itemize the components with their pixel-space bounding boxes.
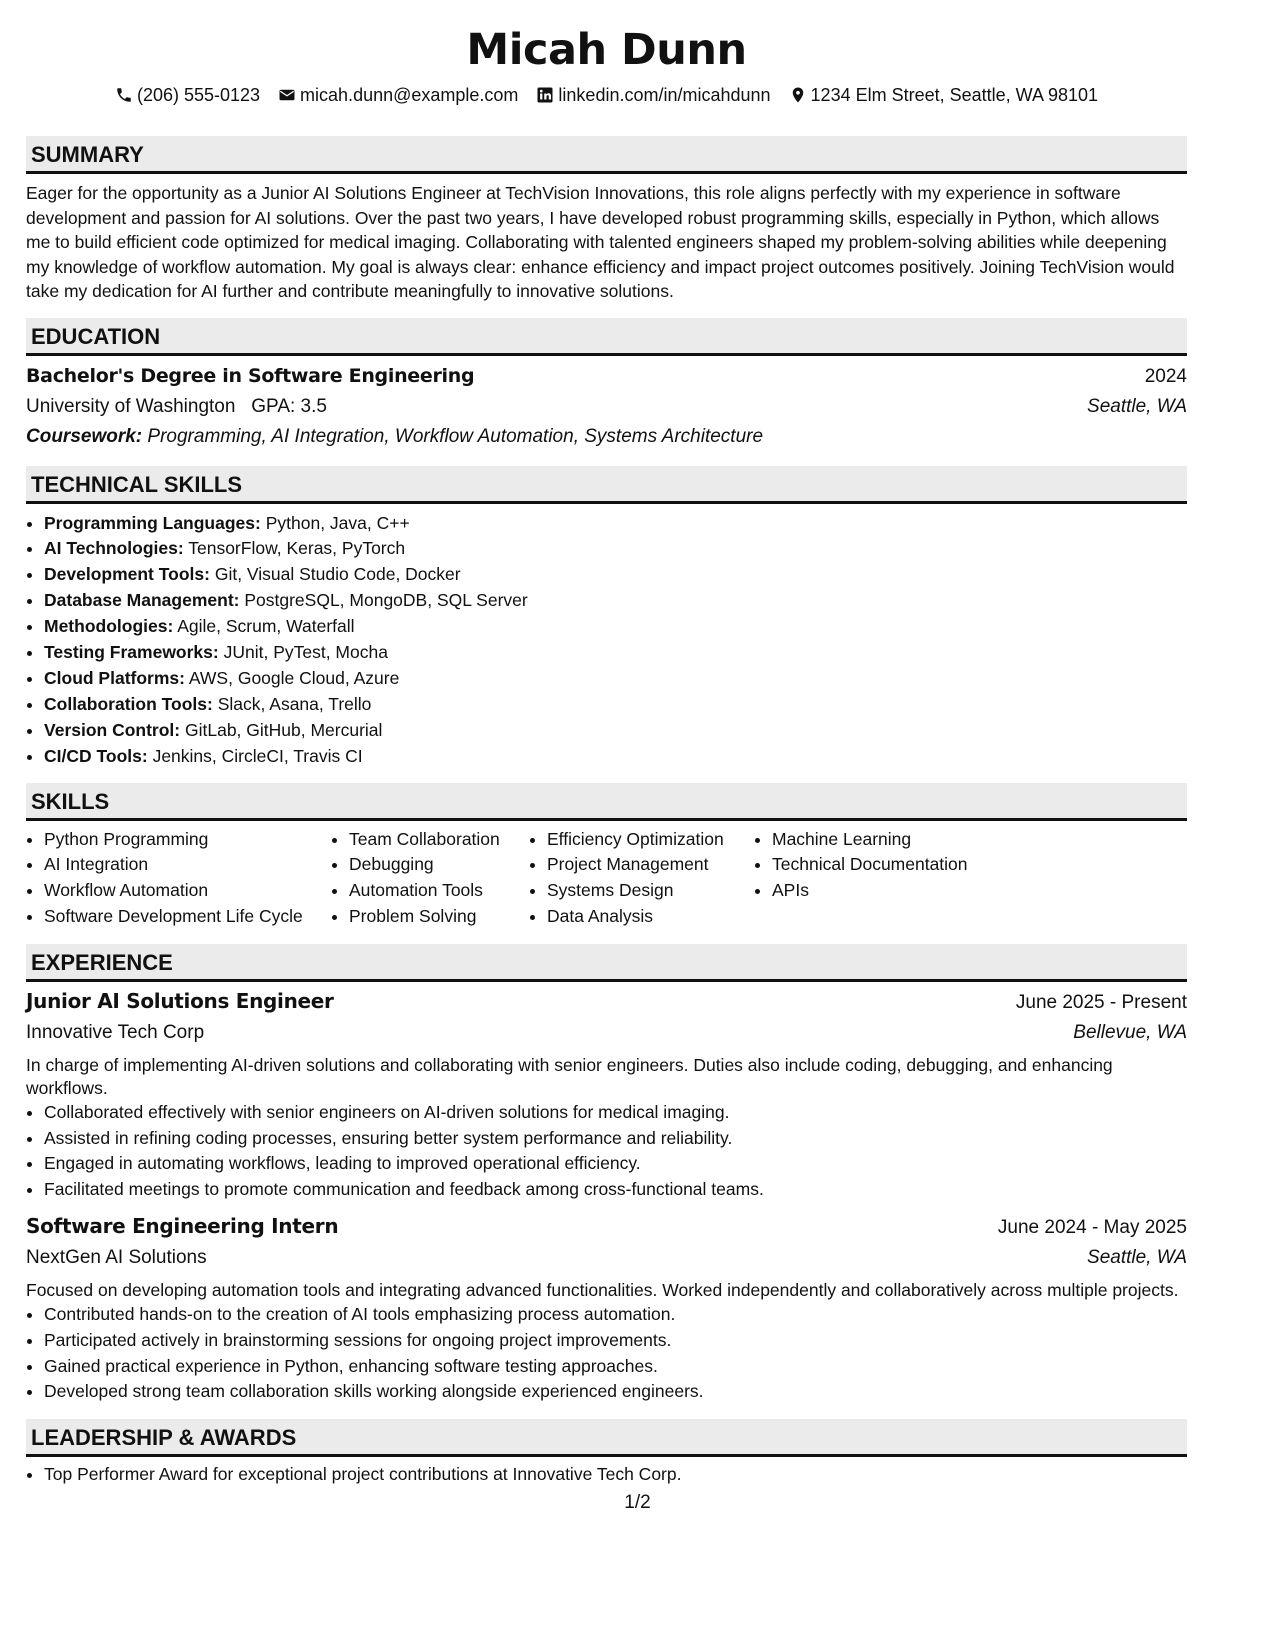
education-section [26, 362, 1187, 452]
skills-column-3 [529, 827, 754, 930]
job-company: Innovative Tech Corp [26, 1021, 205, 1043]
skills-column-4 [754, 827, 968, 930]
skill-label: Methodologies: [44, 616, 174, 637]
job-location: Seattle, WA [1087, 1246, 1187, 1268]
contact-phone [115, 84, 260, 106]
list-item: • Collaborated effectively with senior engineers on AI-driven solutions for medical imaging. [44, 1100, 1187, 1126]
list-item [44, 718, 1187, 744]
skill-value: PostgreSQL, MongoDB, SQL Server [244, 590, 528, 611]
school-location: Seattle, WA [1087, 395, 1187, 417]
school-name: University of Washington [26, 395, 236, 417]
leadership-list [26, 1462, 1187, 1488]
leadership-heading: LEADERSHIP & AWARDS [26, 1419, 1187, 1457]
list-item: • Contributed hands-on to the creation of AI tools emphasizing process automation. [44, 1302, 1187, 1328]
list-item: • Data Analysis [547, 904, 754, 930]
list-item: • APIs [772, 878, 968, 904]
email-text[interactable]: micah.dunn@example.com [300, 85, 519, 105]
skill-value: Python, Java, C++ [265, 512, 410, 533]
skill-label: Cloud Platforms: [44, 667, 185, 688]
experience-heading: EXPERIENCE [26, 944, 1187, 982]
list-item [44, 562, 1187, 588]
envelope-icon [278, 86, 296, 104]
list-item: • Participated actively in brainstorming sessions for ongoing project improvements. [44, 1328, 1187, 1354]
education-degree-row [26, 362, 1187, 392]
degree-title: Bachelor's Degree in Software Engineering [26, 364, 475, 387]
skill-value: AWS, Google Cloud, Azure [188, 667, 400, 688]
list-item: • Project Management [547, 852, 754, 878]
list-item: • Software Development Life Cycle [44, 904, 331, 930]
skill-value: Jenkins, CircleCI, Travis CI [152, 745, 363, 766]
job-title: Software Engineering Intern [26, 1213, 339, 1238]
school-info [26, 392, 327, 422]
list-item [44, 511, 1187, 537]
list-item: • Technical Documentation [772, 852, 968, 878]
list-item: • Problem Solving [349, 904, 529, 930]
list-item [44, 640, 1187, 666]
skill-label: Programming Languages: [44, 512, 261, 533]
list-item [44, 666, 1187, 692]
job-company-row [26, 1243, 1187, 1273]
degree-year: 2024 [1144, 365, 1187, 387]
job-title: Junior AI Solutions Engineer [26, 988, 334, 1013]
job-description: Focused on developing automation tools and integrating advanced functionalities. Worked independently and collaboratively across multiple projects. [26, 1279, 1179, 1300]
skill-value: GitLab, GitHub, Mercurial [185, 719, 383, 740]
list-item: • Systems Design [547, 878, 754, 904]
coursework-list: Programming, AI Integration, Workflow Automation, Systems Architecture [147, 425, 764, 447]
map-pin-icon [789, 86, 807, 104]
contact-bar [26, 84, 1187, 106]
list-item: • Facilitated meetings to promote communication and feedback among cross-functional teams. [44, 1177, 1187, 1203]
skill-value: Slack, Asana, Trello [217, 693, 372, 714]
skills-section [26, 827, 1187, 930]
summary-heading: SUMMARY [26, 136, 1187, 174]
technical-skills-list [26, 511, 1187, 770]
contact-linkedin[interactable] [536, 84, 770, 106]
skill-label: Development Tools: [44, 564, 210, 585]
job-title-row [26, 988, 1187, 1018]
skill-label: Version Control: [44, 719, 181, 740]
linkedin-text[interactable]: linkedin.com/in/micahdunn [558, 85, 771, 105]
job-bullets [26, 1100, 1187, 1203]
skills-column-1 [26, 827, 331, 930]
skill-label: AI Technologies: [44, 538, 184, 559]
job-dates: June 2025 - Present [1015, 991, 1187, 1013]
list-item: • Developed strong team collaboration skills working alongside experienced engineers. [44, 1379, 1187, 1405]
skills-column-2 [331, 827, 529, 930]
candidate-name: Micah Dunn [466, 25, 747, 75]
job-entry [26, 1213, 1187, 1405]
list-item: • AI Integration [44, 852, 331, 878]
phone-text: (206) 555-0123 [136, 85, 261, 105]
list-item: • Machine Learning [772, 827, 968, 853]
job-dates: June 2024 - May 2025 [997, 1216, 1187, 1238]
address-text: 1234 Elm Street, Seattle, WA 98101 [810, 85, 1099, 105]
list-item [44, 744, 1187, 770]
job-location: Bellevue, WA [1073, 1021, 1187, 1043]
list-item: • Workflow Automation [44, 878, 331, 904]
skill-value: Git, Visual Studio Code, Docker [214, 564, 461, 585]
page-number: 1/2 [624, 1492, 651, 1513]
phone-icon [115, 86, 133, 104]
contact-email[interactable] [278, 84, 518, 106]
job-company: NextGen AI Solutions [26, 1246, 207, 1268]
education-school-row [26, 392, 1187, 422]
job-title-row [26, 1213, 1187, 1243]
summary-section [26, 181, 1187, 304]
list-item: • Python Programming [44, 827, 331, 853]
list-item: • Engaged in automating workflows, leading to improved operational efficiency. [44, 1151, 1187, 1177]
list-item [44, 588, 1187, 614]
coursework-label: Coursework: [26, 425, 143, 447]
list-item [44, 692, 1187, 718]
skill-value: Agile, Scrum, Waterfall [177, 616, 355, 637]
list-item: • Assisted in refining coding processes, ensuring better system performance and reliability. [44, 1126, 1187, 1152]
education-heading: EDUCATION [26, 318, 1187, 356]
list-item: • Team Collaboration [349, 827, 529, 853]
list-item [44, 536, 1187, 562]
list-item [44, 614, 1187, 640]
job-entry [26, 988, 1187, 1203]
job-company-row [26, 1018, 1187, 1048]
skill-value: TensorFlow, Keras, PyTorch [188, 538, 406, 559]
list-item: • Gained practical experience in Python, enhancing software testing approaches. [44, 1354, 1187, 1380]
list-item: • Efficiency Optimization [547, 827, 754, 853]
summary-text: Eager for the opportunity as a Junior AI Solutions Engineer at TechVision Innovations, this role aligns perfectly with my experience in software development and passion for AI solutions. Over the past two years, I have developed robust programming skills, especially in Python, which allows me to build efficient code optimized for medical imaging. Collaborating with talented engineers shaped my problem-solving abilities while deepening my knowledge of workflow automation. My goal is always clear: enhance efficiency and impact project outcomes positively. Joining TechVision would take my dedication for AI further and contribute meaningfully to innovative solutions. [26, 183, 1175, 301]
leadership-section [26, 1462, 1187, 1488]
skill-value: JUnit, PyTest, Mocha [223, 642, 388, 663]
skill-label: CI/CD Tools: [44, 745, 148, 766]
skills-heading: SKILLS [26, 783, 1187, 821]
contact-address [789, 84, 1099, 106]
list-item: • Automation Tools [349, 878, 529, 904]
job-bullets [26, 1302, 1187, 1405]
job-description: In charge of implementing AI-driven solutions and collaborating with senior engineers. Duties also include coding, debugging, and enhancing workflows. [26, 1054, 1113, 1098]
linkedin-icon [536, 86, 554, 104]
technical-skills-heading: TECHNICAL SKILLS [26, 466, 1187, 504]
list-item: • Top Performer Award for exceptional project contributions at Innovative Tech Corp. [44, 1462, 1187, 1488]
gpa: GPA: 3.5 [251, 395, 327, 417]
skill-label: Testing Frameworks: [44, 642, 219, 663]
list-item: • Debugging [349, 852, 529, 878]
skill-label: Collaboration Tools: [44, 693, 213, 714]
coursework [26, 422, 1187, 452]
technical-skills-section [26, 511, 1187, 770]
skill-label: Database Management: [44, 590, 240, 611]
